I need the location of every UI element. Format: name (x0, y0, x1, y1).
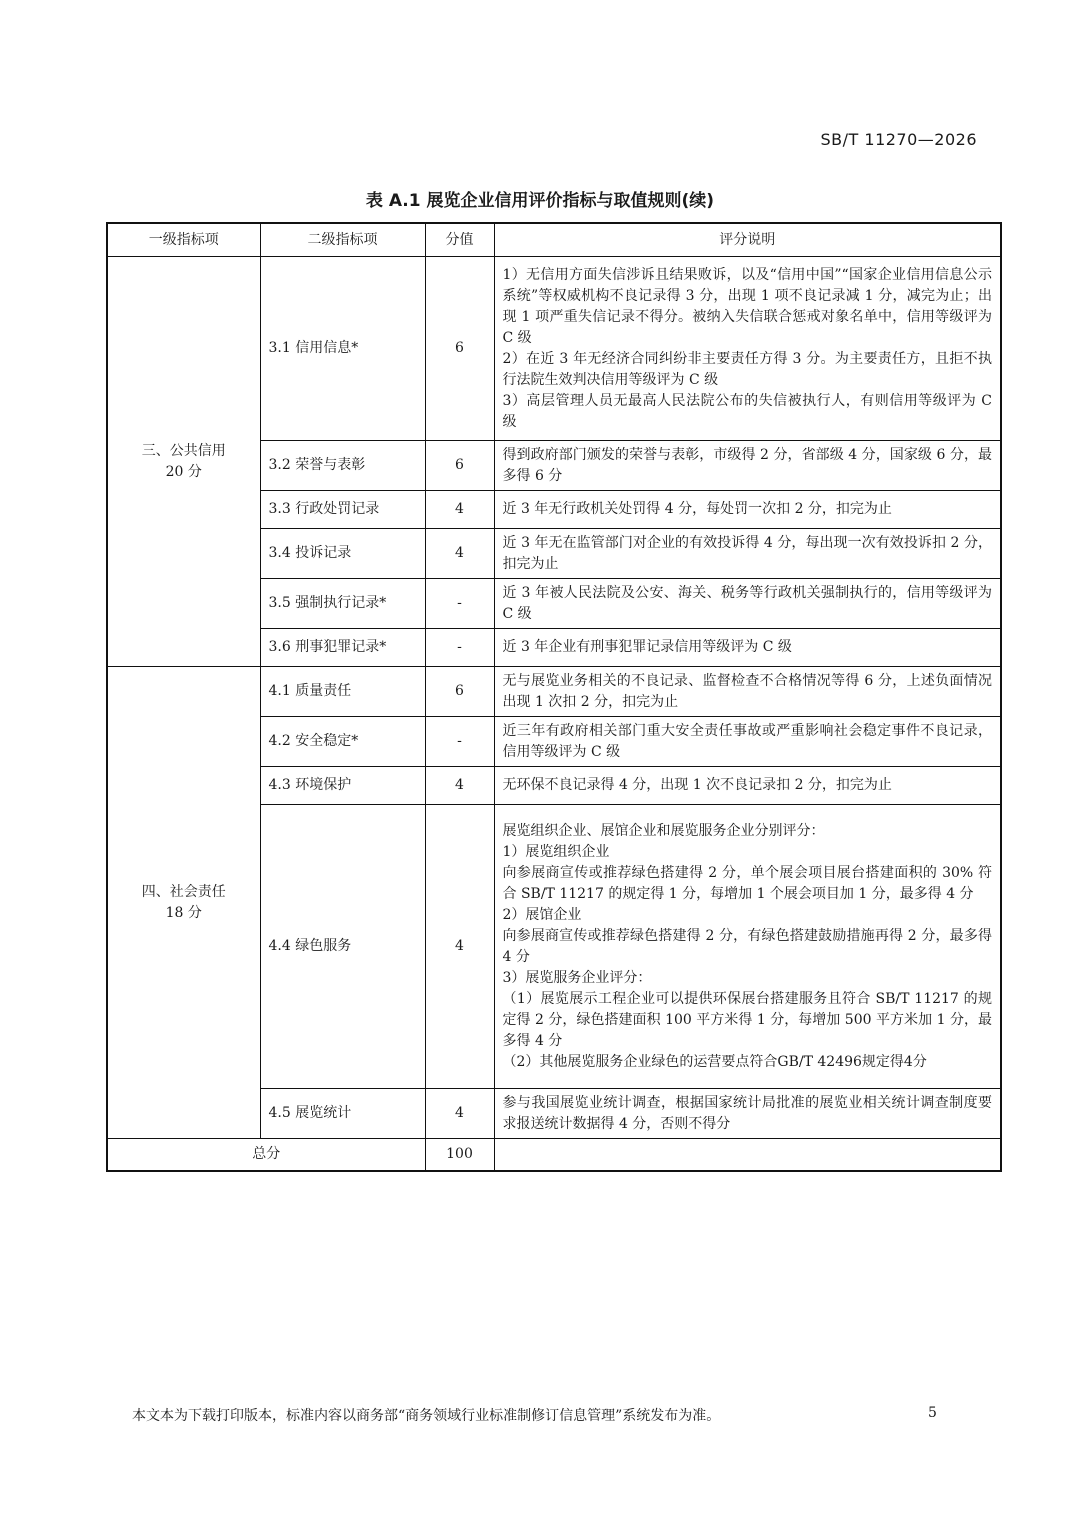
description-line: 得到政府部门颁发的荣誉与表彰，市级得 2 分，省部级 4 分，国家级 6 分，最多得 6 分 (502, 446, 992, 484)
description-line: 近 3 年无行政机关处罚得 4 分，每处罚一次扣 2 分，扣完为止 (502, 501, 892, 517)
score-cell: 6 (425, 441, 494, 491)
level2-cell: 3.1 信用信息* (260, 257, 425, 441)
description-cell (494, 579, 1001, 629)
level1-text: 四、社会责任 (141, 883, 226, 900)
page-number: 5 (928, 1405, 937, 1421)
level1-text: 三、公共信用 (141, 442, 226, 459)
description-cell (494, 529, 1001, 579)
description-line: 近 3 年无在监管部门对企业的有效投诉得 4 分，每出现一次有效投诉扣 2 分，扣完为止 (502, 534, 992, 572)
description-line: 2）在近 3 年无经济合同纠纷非主要责任方得 3 分。为主要责任方，且拒不执行法院生效判决信用等级评为 C 级 (502, 350, 992, 388)
score-cell: 4 (425, 491, 494, 529)
level2-cell: 4.2 安全稳定* (260, 717, 425, 767)
table-header-row (107, 223, 1001, 257)
level2-cell: 4.3 环境保护 (260, 767, 425, 805)
total-row (107, 1139, 1001, 1171)
level2-cell: 3.3 行政处罚记录 (260, 491, 425, 529)
level1-text: 20 分 (165, 463, 202, 480)
description-cell (494, 491, 1001, 529)
description-line: 3）高层管理人员无最高人民法院公布的失信被执行人，有则信用等级评为 C 级 (502, 392, 992, 430)
description-line: 近 3 年企业有刑事犯罪记录信用等级评为 C 级 (502, 639, 792, 655)
level1-cell (107, 257, 260, 667)
description-cell (494, 629, 1001, 667)
description-cell (494, 441, 1001, 491)
total-value: 100 (425, 1139, 494, 1171)
description-line: （2）其他展览服务企业绿色的运营要点符合GB/T 42496规定得4分 (502, 1053, 927, 1070)
description-line: 近三年有政府相关部门重大安全责任事故或严重影响社会稳定事件不良记录，信用等级评为 C 级 (502, 722, 992, 760)
level1-cell (107, 667, 260, 1139)
level2-cell: 3.5 强制执行记录* (260, 579, 425, 629)
level2-cell: 4.5 展览统计 (260, 1089, 425, 1139)
score-cell: 4 (425, 1089, 494, 1139)
col-header-score: 分值 (425, 223, 494, 257)
level2-cell: 4.4 绿色服务 (260, 805, 425, 1089)
footer-note: 本文本为下载打印版本，标准内容以商务部“商务领域行业标准制修订信息管理”系统发布为准。 (132, 1408, 721, 1424)
description-cell (494, 805, 1001, 1089)
description-cell (494, 767, 1001, 805)
description-line: 2）展馆企业 (502, 906, 582, 923)
level2-cell: 4.1 质量责任 (260, 667, 425, 717)
description-line: 参与我国展览业统计调查，根据国家统计局批准的展览业相关统计调查制度要求报送统计数据得 4 分，否则不得分 (502, 1094, 992, 1132)
table-title: 表 A.1 展览企业信用评价指标与取值规则(续) (365, 191, 715, 211)
table-row (107, 257, 1001, 441)
total-blank (494, 1139, 1001, 1171)
description-cell (494, 717, 1001, 767)
description-line: 1）无信用方面失信涉诉且结果败诉，以及“信用中国”“国家企业信用信息公示系统”等权威机构不良记录得 3 分，出现 1 项不良记录减 1 分，减完为止；出现 1 项严重失信记录不得分。被纳入失信联合惩戒对象名单中，信用等级评为 C 级 (502, 266, 992, 346)
description-line: 3）展览服务企业评分： (502, 969, 652, 986)
col-header-level2: 二级指标项 (260, 223, 425, 257)
indicator-table (106, 222, 1002, 1172)
level2-cell: 3.4 投诉记录 (260, 529, 425, 579)
level2-cell: 3.6 刑事犯罪记录* (260, 629, 425, 667)
description-line: 1）展览组织企业 (502, 843, 610, 860)
total-label: 总分 (107, 1139, 425, 1171)
score-cell: 4 (425, 767, 494, 805)
level1-text: 18 分 (165, 904, 202, 921)
description-line: 向参展商宣传或推荐绿色搭建得 2 分，单个展会项目展台搭建面积的 30% 符合 SB/T 11217 的规定得 1 分，每增加 1 个展会项目加 1 分，最多得 4 分 (502, 864, 992, 902)
standard-number: SB/T 11270—2026 (820, 130, 977, 149)
description-line: 无环保不良记录得 4 分，出现 1 次不良记录扣 2 分，扣完为止 (502, 777, 892, 793)
description-line: 向参展商宣传或推荐绿色搭建得 2 分，有绿色搭建鼓励措施再得 2 分，最多得 4 分 (502, 927, 992, 965)
description-line: 无与展览业务相关的不良记录、监督检查不合格情况等得 6 分，上述负面情况出现 1 次扣 2 分，扣完为止 (502, 672, 992, 710)
description-line: 近 3 年被人民法院及公安、海关、税务等行政机关强制执行的，信用等级评为 C 级 (502, 584, 992, 622)
col-header-level1: 一级指标项 (107, 223, 260, 257)
description-cell (494, 667, 1001, 717)
score-cell: 6 (425, 667, 494, 717)
score-cell: - (425, 579, 494, 629)
score-cell: 4 (425, 805, 494, 1089)
score-cell: 6 (425, 257, 494, 441)
score-cell: - (425, 629, 494, 667)
score-cell: 4 (425, 529, 494, 579)
score-cell: - (425, 717, 494, 767)
description-line: （1）展览展示工程企业可以提供环保展台搭建服务且符合 SB/T 11217 的规定得 2 分，绿色搭建面积 100 平方米得 1 分，每增加 500 平方米加 1 分，最多得 4 分 (502, 990, 992, 1049)
table-row (107, 667, 1001, 717)
description-cell (494, 257, 1001, 441)
col-header-description: 评分说明 (494, 223, 1001, 257)
description-cell (494, 1089, 1001, 1139)
description-line: 展览组织企业、展馆企业和展览服务企业分别评分： (502, 822, 825, 839)
level2-cell: 3.2 荣誉与表彰 (260, 441, 425, 491)
